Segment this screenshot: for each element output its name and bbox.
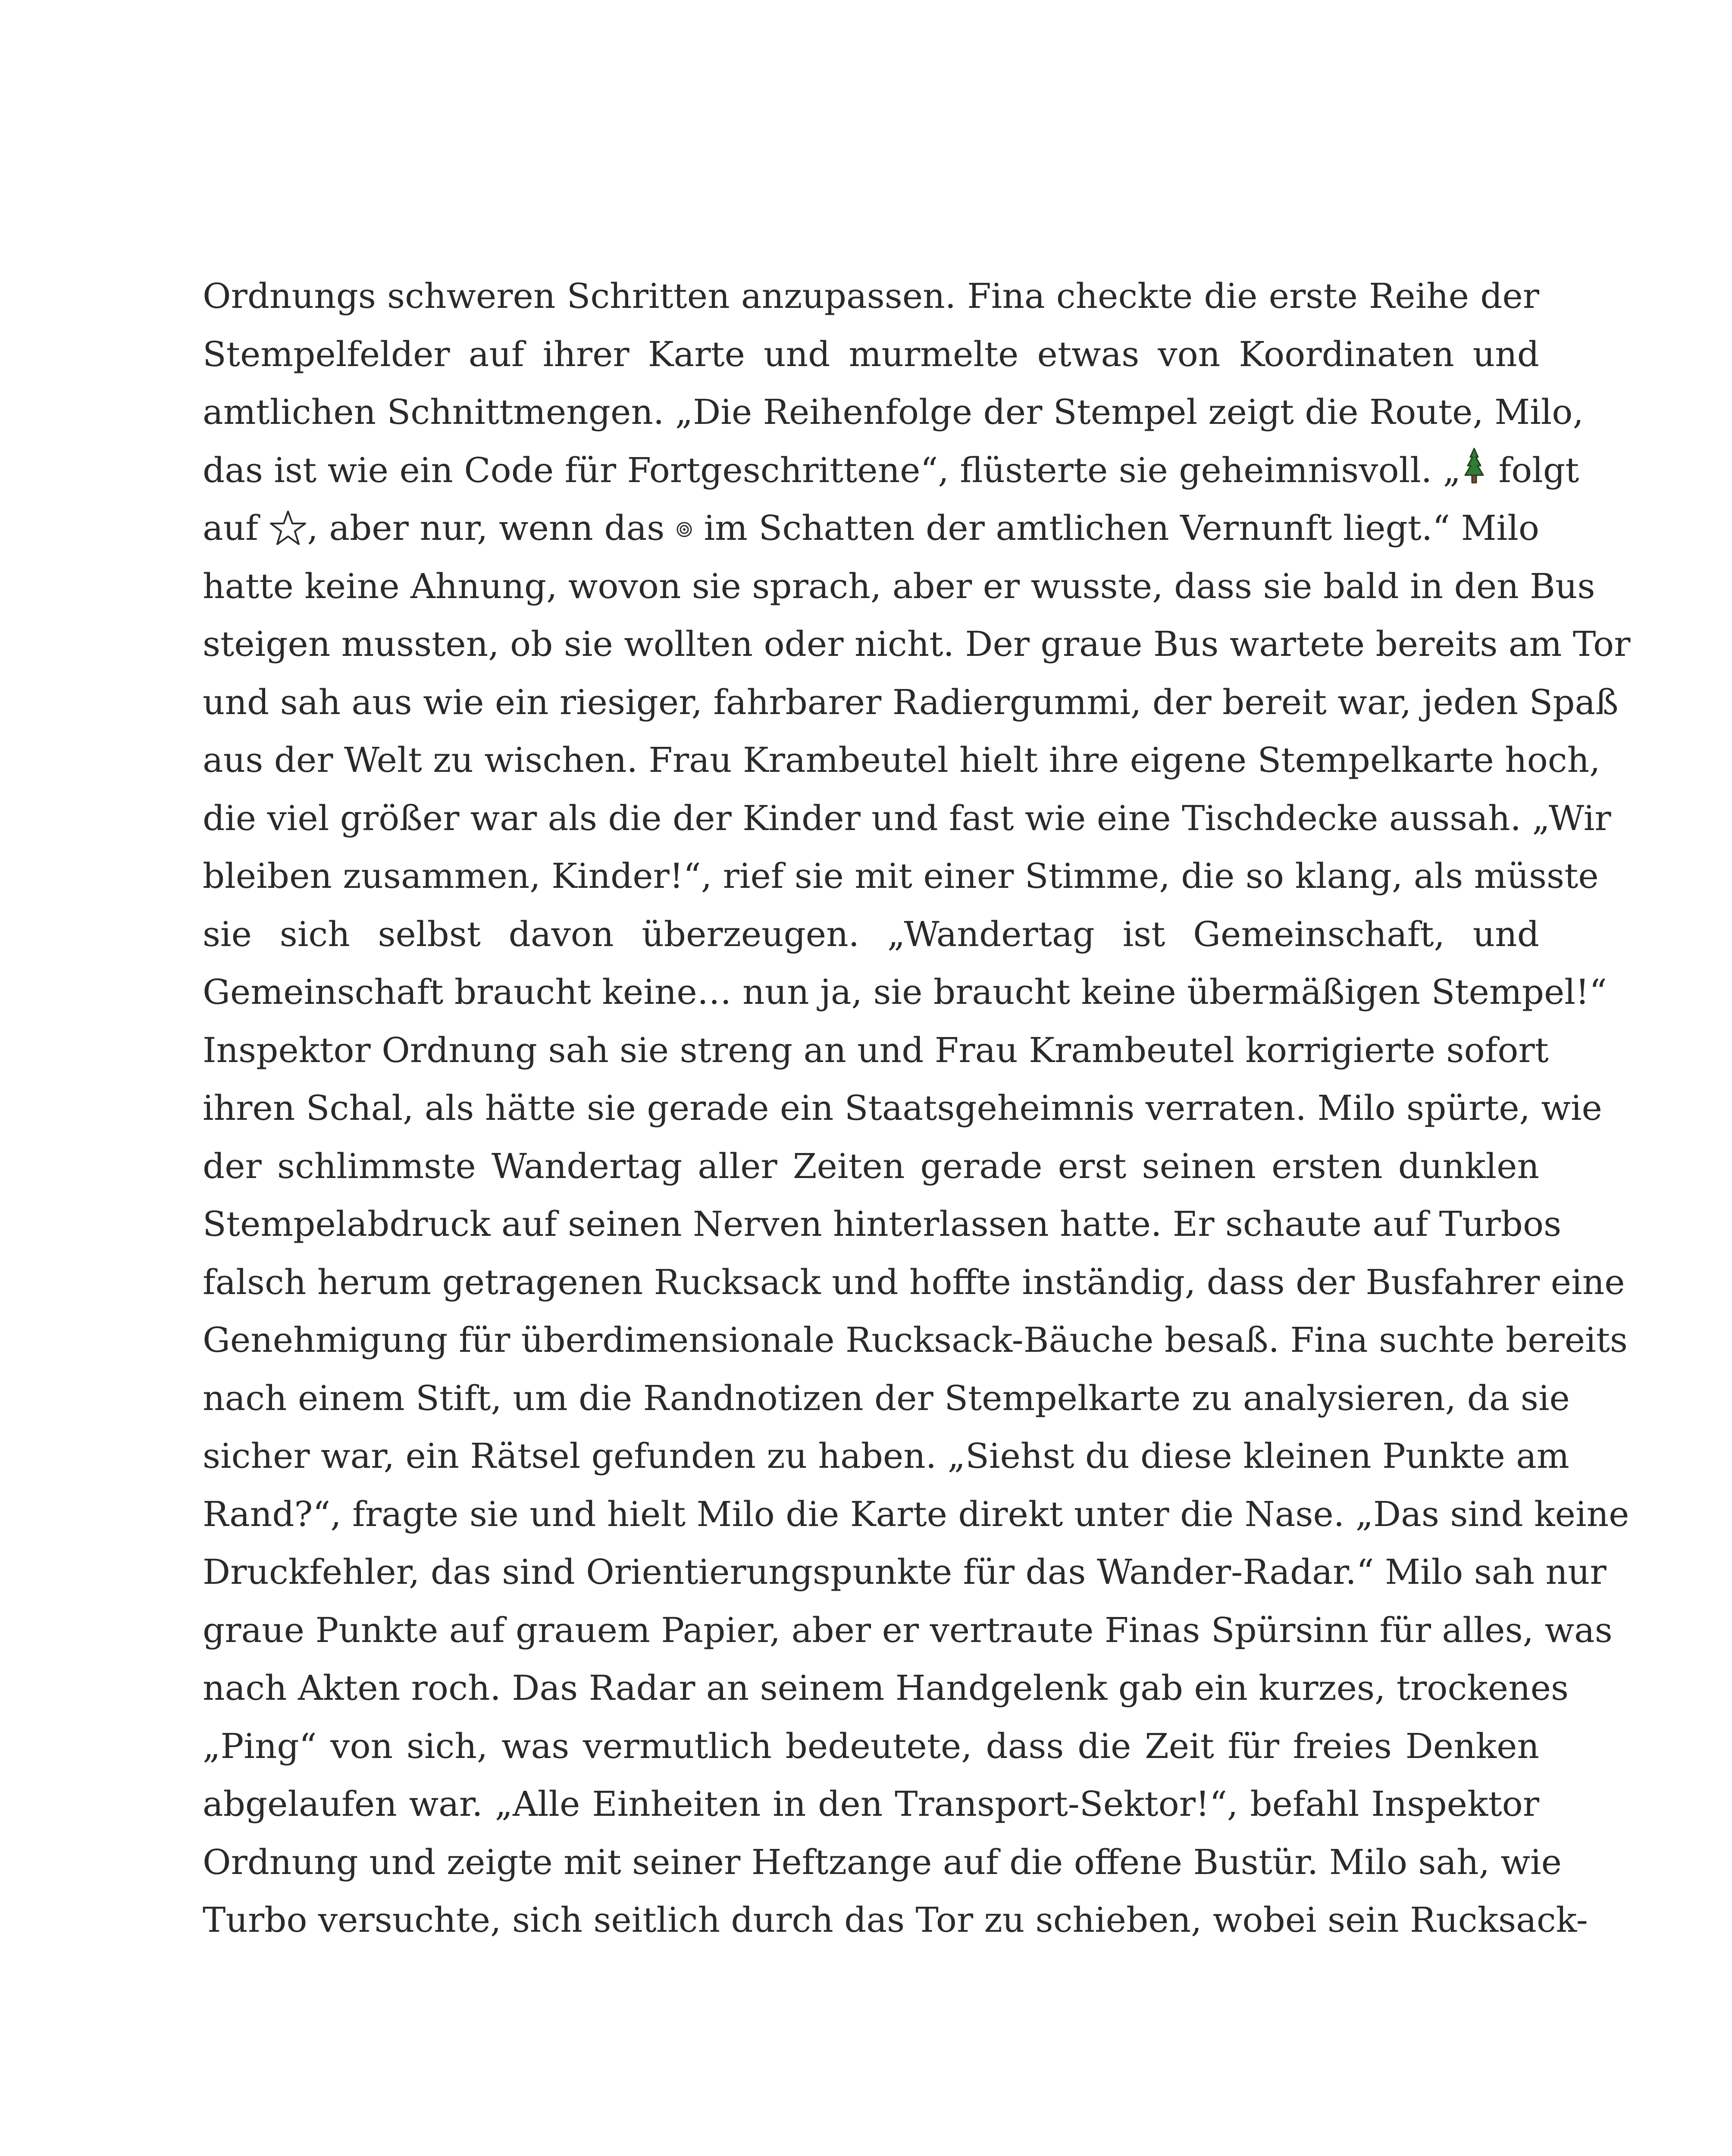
tree-icon <box>1461 448 1488 486</box>
text-line: Rand?“, fragte sie und hielt Milo die Karte direkt unter die Nase. „Das sind keine <box>203 1494 1629 1534</box>
text-line: sicher war, ein Rätsel gefunden zu haben. „Siehst du diese kleinen Punkte am <box>203 1436 1569 1476</box>
text-line: Inspektor Ordnung sah sie streng an und Frau Krambeutel korrigierte sofort <box>203 1030 1549 1070</box>
text-line: ihren Schal, als hätte sie gerade ein Staatsgeheimnis verraten. Milo spürte, wie <box>203 1088 1602 1128</box>
text-line: abgelaufen war. „Alle Einheiten in den Transport-Sektor!“, befahl Inspektor <box>203 1784 1539 1824</box>
text-line: Ordnung und zeigte mit seiner Heftzange auf die offene Bustür. Milo sah, wie <box>203 1842 1562 1882</box>
text-line: der schlimmste Wandertag aller Zeiten gerade erst seinen ersten dunklen <box>203 1146 1539 1186</box>
text-line: Turbo versuchte, sich seitlich durch das Tor zu schieben, wobei sein Rucksack- <box>203 1900 1588 1940</box>
spiral-icon <box>676 521 693 538</box>
text-segment: im Schatten der amtlichen Vernunft liegt.“ Milo <box>692 508 1540 548</box>
text-line: amtlichen Schnittmengen. „Die Reihenfolge der Stempel zeigt die Route, Milo, <box>203 392 1584 432</box>
text-line: steigen mussten, ob sie wollten oder nicht. Der graue Bus wartete bereits am Tor <box>203 624 1631 664</box>
text-line: „Ping“ von sich, was vermutlich bedeutete, dass die Zeit für freies Denken <box>203 1726 1539 1766</box>
text-line: Genehmigung für überdimensionale Rucksack-Bäuche besaß. Fina suchte bereits <box>203 1320 1628 1360</box>
text-line: nach Akten roch. Das Radar an seinem Handgelenk gab ein kurzes, trockenes <box>203 1668 1569 1708</box>
text-line: aus der Welt zu wischen. Frau Krambeutel hielt ihre eigene Stempelkarte hoch, <box>203 740 1600 780</box>
star-outline-icon <box>269 510 307 546</box>
text-segment: folgt <box>1488 450 1579 490</box>
text-line: sie sich selbst davon überzeugen. „Wandertag ist Gemeinschaft, und <box>203 914 1539 954</box>
text-line-with-icons <box>203 499 1539 558</box>
body-text <box>203 267 1631 1949</box>
text-line: die viel größer war als die der Kinder und fast wie eine Tischdecke aussah. „Wir <box>203 798 1611 838</box>
text-line: Gemeinschaft braucht keine… nun ja, sie braucht keine übermäßigen Stempel!“ <box>203 972 1607 1012</box>
text-line: falsch herum getragenen Rucksack und hoffte inständig, dass der Busfahrer eine <box>203 1262 1625 1302</box>
text-line: Ordnungs schweren Schritten anzupassen. Fina checkte die erste Reihe der <box>203 276 1539 316</box>
text-line: graue Punkte auf grauem Papier, aber er vertraute Finas Spürsinn für alles, was <box>203 1610 1613 1650</box>
text-segment: , aber nur, wenn das <box>307 508 676 548</box>
text-line: nach einem Stift, um die Randnotizen der Stempelkarte zu analysieren, da sie <box>203 1378 1570 1418</box>
text-segment: das ist wie ein Code für Fortgeschrittene“, flüsterte sie geheimnisvoll. „ <box>203 450 1461 490</box>
text-line: Stempelfelder auf ihrer Karte und murmelte etwas von Koordinaten und <box>203 334 1539 374</box>
text-line: bleiben zusammen, Kinder!“, rief sie mit einer Stimme, die so klang, als müsste <box>203 856 1599 896</box>
text-segment: auf <box>203 508 269 548</box>
text-line: hatte keine Ahnung, wovon sie sprach, aber er wusste, dass sie bald in den Bus <box>203 566 1595 606</box>
text-line: und sah aus wie ein riesiger, fahrbarer Radiergummi, der bereit war, jeden Spaß <box>203 682 1619 722</box>
text-line-with-tree <box>203 442 1579 500</box>
text-line: Druckfehler, das sind Orientierungspunkte für das Wander-Radar.“ Milo sah nur <box>203 1552 1607 1592</box>
text-line: Stempelabdruck auf seinen Nerven hinterlassen hatte. Er schaute auf Turbos <box>203 1204 1562 1244</box>
